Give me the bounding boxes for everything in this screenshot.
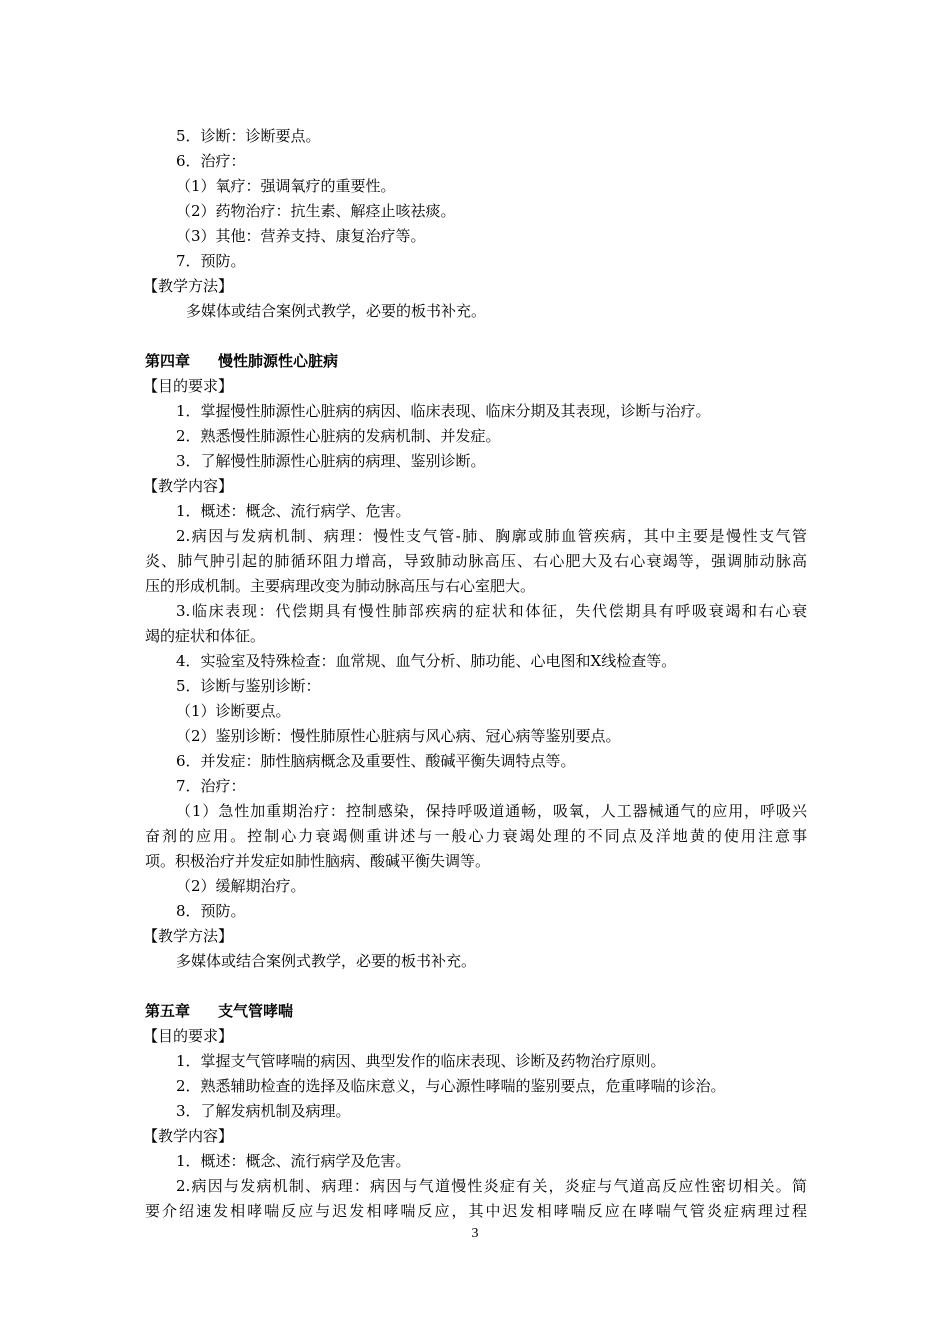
- text-line: 多媒体或结合案例式教学，必要的板书补充。: [176, 952, 477, 970]
- chapter-heading: [145, 349, 338, 374]
- text-line: （2）鉴别诊断：慢性肺原性心脏病与风心病、冠心病等鉴别要点。: [176, 727, 621, 745]
- section-label: 【目的要求】: [143, 1027, 234, 1045]
- text-line: 多媒体或结合案例式教学，必要的板书补充。: [186, 302, 487, 320]
- text-line: 3.临床表现：代偿期具有慢性肺部疾病的症状和体征，失代偿期具有呼吸衰竭和右心衰: [176, 602, 807, 620]
- text-line: 2．熟悉辅助检查的选择及临床意义，与心源性哮喘的鉴别要点，危重哮喘的诊治。: [176, 1077, 726, 1095]
- text-line: 3．了解慢性肺源性心脏病的病理、鉴别诊断。: [176, 452, 486, 470]
- text-line: 2.病因与发病机制、病理：病因与气道慢性炎症有关，炎症与气道高反应性密切相关。简: [176, 1177, 807, 1195]
- text-line: 压的形成机制。主要病理改变为肺动脉高压与右心室肥大。: [145, 577, 536, 595]
- text-line: 2．熟悉慢性肺源性心脏病的发病机制、并发症。: [176, 427, 501, 445]
- text-line: 4．实验室及特殊检查：血常规、血气分析、肺功能、心电图和Ⅹ线检查等。: [176, 652, 677, 670]
- text-line: 3．了解发病机制及病理。: [176, 1102, 351, 1120]
- text-line: 2.病因与发病机制、病理：慢性支气管-肺、胸廓或肺血管疾病，其中主要是慢性支气管: [176, 527, 807, 545]
- chapter-heading: [145, 999, 293, 1024]
- text-line: 1．概述：概念、流行病学、危害。: [176, 502, 411, 520]
- text-line: 6．并发症：肺性脑病概念及重要性、酸碱平衡失调特点等。: [176, 752, 576, 770]
- text-line: 项。积极治疗并发症如肺性脑病、酸碱平衡失调等。: [145, 852, 491, 870]
- chapter-title: 支气管哮喘: [218, 1002, 294, 1020]
- text-line: 要介绍速发相哮喘反应与迟发相哮喘反应，其中迟发相哮喘反应在哮喘气管炎症病理过程: [145, 1202, 807, 1220]
- text-line: （2）缓解期治疗。: [176, 877, 306, 895]
- text-line: 1．掌握支气管哮喘的病因、典型发作的临床表现、诊断及药物治疗原则。: [176, 1052, 666, 1070]
- page-number: 3: [471, 1226, 479, 1241]
- chapter-title: 慢性肺源性心脏病: [218, 352, 339, 370]
- text-line: （1）氧疗：强调氧疗的重要性。: [176, 177, 396, 195]
- text-line: （2）药物治疗：抗生素、解痉止咳祛痰。: [176, 202, 456, 220]
- text-line: 8．预防。: [176, 902, 246, 920]
- text-line: （1）诊断要点。: [176, 702, 291, 720]
- text-line: 竭的症状和体征。: [145, 627, 266, 645]
- chapter-number: 第四章: [145, 352, 191, 370]
- text-line: 6．治疗：: [176, 152, 246, 170]
- section-label: 【教学方法】: [143, 927, 234, 945]
- text-line: 炎、肺气肿引起的肺循环阻力增高，导致肺动脉高压、右心肥大及右心衰竭等，强调肺动脉高: [145, 552, 807, 570]
- text-line: （1）急性加重期治疗：控制感染，保持呼吸道通畅，吸氧，人工器械通气的应用，呼吸兴: [176, 802, 807, 820]
- text-line: 5．诊断：诊断要点。: [176, 127, 321, 145]
- text-line: （3）其他：营养支持、康复治疗等。: [176, 227, 426, 245]
- text-line: 奋剂的应用。控制心力衰竭侧重讲述与一般心力衰竭处理的不同点及洋地黄的使用注意事: [145, 827, 807, 845]
- section-label: 【教学内容】: [143, 477, 234, 495]
- section-label: 【教学方法】: [143, 277, 234, 295]
- text-line: 1．掌握慢性肺源性心脏病的病因、临床表现、临床分期及其表现，诊断与治疗。: [176, 402, 711, 420]
- chapter-number: 第五章: [145, 1002, 191, 1020]
- text-line: 7．治疗：: [176, 777, 246, 795]
- section-label: 【教学内容】: [143, 1127, 234, 1145]
- text-line: 1．概述：概念、流行病学及危害。: [176, 1152, 411, 1170]
- text-line: 7．预防。: [176, 252, 246, 270]
- section-label: 【目的要求】: [143, 377, 234, 395]
- text-line: 5．诊断与鉴别诊断：: [176, 677, 321, 695]
